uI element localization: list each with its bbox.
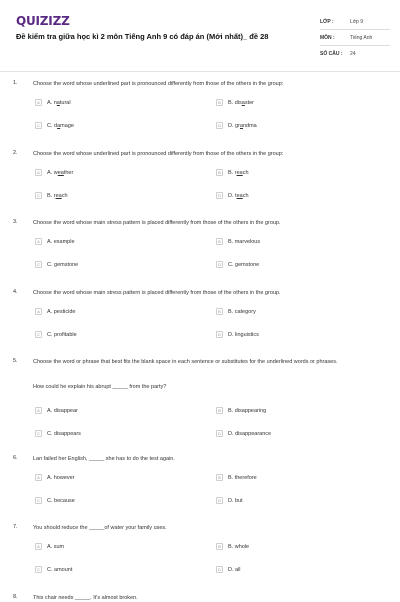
option-label xyxy=(47,408,78,414)
option-text-rest: ch xyxy=(242,192,249,199)
quizizz-logo: QUIZIZZ xyxy=(16,14,70,28)
answer-option[interactable] xyxy=(216,99,254,106)
question-text: Choose the word whose main stress pattern is placed differently from those of the others in the group. xyxy=(33,290,281,296)
option-text-rest: tural xyxy=(59,99,71,106)
option-text: B. r xyxy=(47,192,56,199)
question-number: 8. xyxy=(13,594,18,600)
option-label xyxy=(47,309,75,315)
answer-option[interactable] xyxy=(35,407,78,414)
meta-row-count xyxy=(320,46,390,61)
option-letter-box: B xyxy=(216,99,223,106)
option-text: C. gemstone xyxy=(47,261,79,268)
option-label xyxy=(228,309,256,315)
answer-option[interactable] xyxy=(216,474,257,481)
option-letter-box: D xyxy=(216,331,223,338)
option-label xyxy=(228,431,271,437)
option-text: B. marvelous xyxy=(228,238,261,245)
option-text: A. w xyxy=(47,169,58,176)
option-label xyxy=(47,498,75,504)
answer-option[interactable] xyxy=(35,543,64,550)
option-label xyxy=(228,567,241,573)
option-label xyxy=(228,100,254,106)
option-label xyxy=(228,239,260,245)
option-text: C. because xyxy=(47,497,75,504)
option-underlined-part: ea xyxy=(236,192,243,199)
option-underlined-part: a xyxy=(56,99,60,106)
document-title: Đề kiểm tra giữa học kì 2 môn Tiếng Anh 9 có đáp án (Mới nhất)_ đề 28 xyxy=(16,32,269,41)
meta-value: Lớp 9 xyxy=(350,18,364,25)
option-text: C. amount xyxy=(47,566,73,573)
question-sentence: How could he explain his abrupt _____ from the party? xyxy=(33,384,167,390)
question-text: Choose the word whose underlined part is pronounced differently from those of the others in the group: xyxy=(33,151,284,157)
option-text: A. example xyxy=(47,238,75,245)
option-label xyxy=(47,100,71,106)
option-text: A. pesticide xyxy=(47,308,76,315)
option-label xyxy=(228,408,266,414)
option-text-rest: ch xyxy=(242,169,249,176)
option-letter-box: D xyxy=(216,430,223,437)
option-text: B. disappearing xyxy=(228,407,267,414)
answer-option[interactable] xyxy=(216,261,259,268)
meta-table xyxy=(320,14,390,61)
answer-option[interactable] xyxy=(35,566,72,573)
option-letter-box: B xyxy=(216,407,223,414)
answer-option[interactable] xyxy=(35,261,78,268)
meta-key: LỚP : xyxy=(320,18,334,25)
option-text-rest: mage xyxy=(60,122,74,129)
option-text: B. r xyxy=(228,169,237,176)
option-underlined-part: ea xyxy=(236,169,243,176)
option-label xyxy=(228,475,257,481)
option-label xyxy=(47,431,81,437)
question-text: Lan failed her English, _____ she has to do the test again. xyxy=(33,456,175,462)
option-letter-box: A xyxy=(35,407,42,414)
question-number: 1. xyxy=(13,80,18,86)
option-label xyxy=(47,567,72,573)
question-text: Choose the word whose main stress pattern is placed differently from those of the others in the group. xyxy=(33,220,281,226)
option-letter-box: C xyxy=(35,566,42,573)
meta-value: Tiếng Anh xyxy=(350,34,373,41)
question-number: 4. xyxy=(13,289,18,295)
option-text: A. however xyxy=(47,474,75,481)
option-text: B. category xyxy=(228,308,256,315)
option-text: A. disappear xyxy=(47,407,78,414)
answer-option[interactable] xyxy=(216,407,266,414)
meta-row-subject xyxy=(320,30,390,46)
answer-option[interactable] xyxy=(35,331,77,338)
answer-option[interactable] xyxy=(216,566,241,573)
option-letter-box: C xyxy=(35,261,42,268)
option-label xyxy=(228,332,259,338)
header-divider xyxy=(0,71,400,72)
question-text: This chair needs _____. It's almost broken. xyxy=(33,595,138,601)
option-letter-box: A xyxy=(35,99,42,106)
option-label xyxy=(47,262,78,268)
option-text: A. sum xyxy=(47,543,65,550)
option-letter-box: B xyxy=(216,169,223,176)
answer-option[interactable] xyxy=(35,308,75,315)
option-letter-box: B xyxy=(216,474,223,481)
option-label xyxy=(47,123,74,129)
question-number: 6. xyxy=(13,455,18,461)
meta-value: 24 xyxy=(350,50,356,57)
option-text: D. gr xyxy=(228,122,240,129)
option-text: B. dis xyxy=(228,99,242,106)
question-text: Choose the word or phrase that best fits the blank space in each sentence or substitutes for the underlined words or phrases. xyxy=(33,359,338,365)
question-number: 5. xyxy=(13,358,18,364)
option-text: D. t xyxy=(228,192,237,199)
option-underlined-part: a xyxy=(57,122,61,129)
option-text-rest: ch xyxy=(61,192,68,199)
option-underlined-part: a xyxy=(239,122,243,129)
option-letter-box: B xyxy=(216,308,223,315)
option-letter-box: B xyxy=(216,238,223,245)
question-number: 7. xyxy=(13,524,18,530)
option-text: C. profitable xyxy=(47,331,77,338)
answer-option[interactable] xyxy=(35,497,75,504)
question-number: 3. xyxy=(13,219,18,225)
option-text: A. n xyxy=(47,99,57,106)
meta-row-grade xyxy=(320,14,390,30)
option-text: C. gemstone xyxy=(228,261,260,268)
answer-option[interactable] xyxy=(216,430,271,437)
answer-option[interactable] xyxy=(35,238,75,245)
option-underlined-part: a xyxy=(241,99,245,106)
option-label xyxy=(47,239,75,245)
option-label xyxy=(47,475,75,481)
answer-option[interactable] xyxy=(216,122,257,129)
option-letter-box: D xyxy=(216,261,223,268)
option-label xyxy=(228,123,257,129)
meta-key: MÔN : xyxy=(320,34,335,41)
option-text-rest: ndma xyxy=(242,122,257,129)
option-text: D. all xyxy=(228,566,241,573)
option-label xyxy=(47,193,68,199)
option-letter-box: A xyxy=(35,169,42,176)
answer-option[interactable] xyxy=(216,543,249,550)
option-letter-box: D xyxy=(216,122,223,129)
answer-option[interactable] xyxy=(216,308,256,315)
option-letter-box: C xyxy=(35,430,42,437)
option-letter-box: C xyxy=(35,497,42,504)
option-label xyxy=(47,544,64,550)
option-letter-box: A xyxy=(35,543,42,550)
option-letter-box: C xyxy=(35,192,42,199)
question-text: You should reduce the _____of water your family uses. xyxy=(33,525,167,531)
option-label xyxy=(228,262,259,268)
option-letter-box: D xyxy=(216,192,223,199)
option-letter-box: C xyxy=(35,331,42,338)
answer-option[interactable] xyxy=(35,474,75,481)
option-letter-box: A xyxy=(35,308,42,315)
option-text: D. linguistics xyxy=(228,331,259,338)
option-letter-box: A xyxy=(35,238,42,245)
option-text-rest: ther xyxy=(63,169,74,176)
option-text: C. d xyxy=(47,122,58,129)
option-underlined-part: ea xyxy=(57,169,64,176)
option-text-rest: ster xyxy=(244,99,254,106)
answer-option[interactable] xyxy=(35,192,68,199)
option-text: B. therefore xyxy=(228,474,257,481)
option-letter-box: C xyxy=(35,122,42,129)
option-text: D. disappearance xyxy=(228,430,272,437)
option-label xyxy=(228,193,249,199)
answer-option[interactable] xyxy=(35,430,81,437)
option-underlined-part: ea xyxy=(55,192,62,199)
meta-key: SỐ CÂU : xyxy=(320,50,343,57)
answer-option[interactable] xyxy=(216,331,259,338)
option-label xyxy=(228,170,249,176)
answer-option[interactable] xyxy=(216,497,243,504)
option-text: D. but xyxy=(228,497,243,504)
option-letter-box: A xyxy=(35,474,42,481)
answer-option[interactable] xyxy=(35,99,71,106)
option-label xyxy=(228,498,243,504)
option-letter-box: D xyxy=(216,566,223,573)
option-letter-box: D xyxy=(216,497,223,504)
answer-option[interactable] xyxy=(35,122,74,129)
option-label xyxy=(228,544,249,550)
answer-option[interactable] xyxy=(35,169,73,176)
answer-option[interactable] xyxy=(216,169,249,176)
question-text: Choose the word whose underlined part is pronounced differently from those of the others in the group: xyxy=(33,81,284,87)
answer-option[interactable] xyxy=(216,192,249,199)
question-number: 2. xyxy=(13,150,18,156)
option-label xyxy=(47,170,73,176)
option-label xyxy=(47,332,77,338)
option-letter-box: B xyxy=(216,543,223,550)
option-text: B. whole xyxy=(228,543,250,550)
option-text: C. disappears xyxy=(47,430,81,437)
answer-option[interactable] xyxy=(216,238,260,245)
